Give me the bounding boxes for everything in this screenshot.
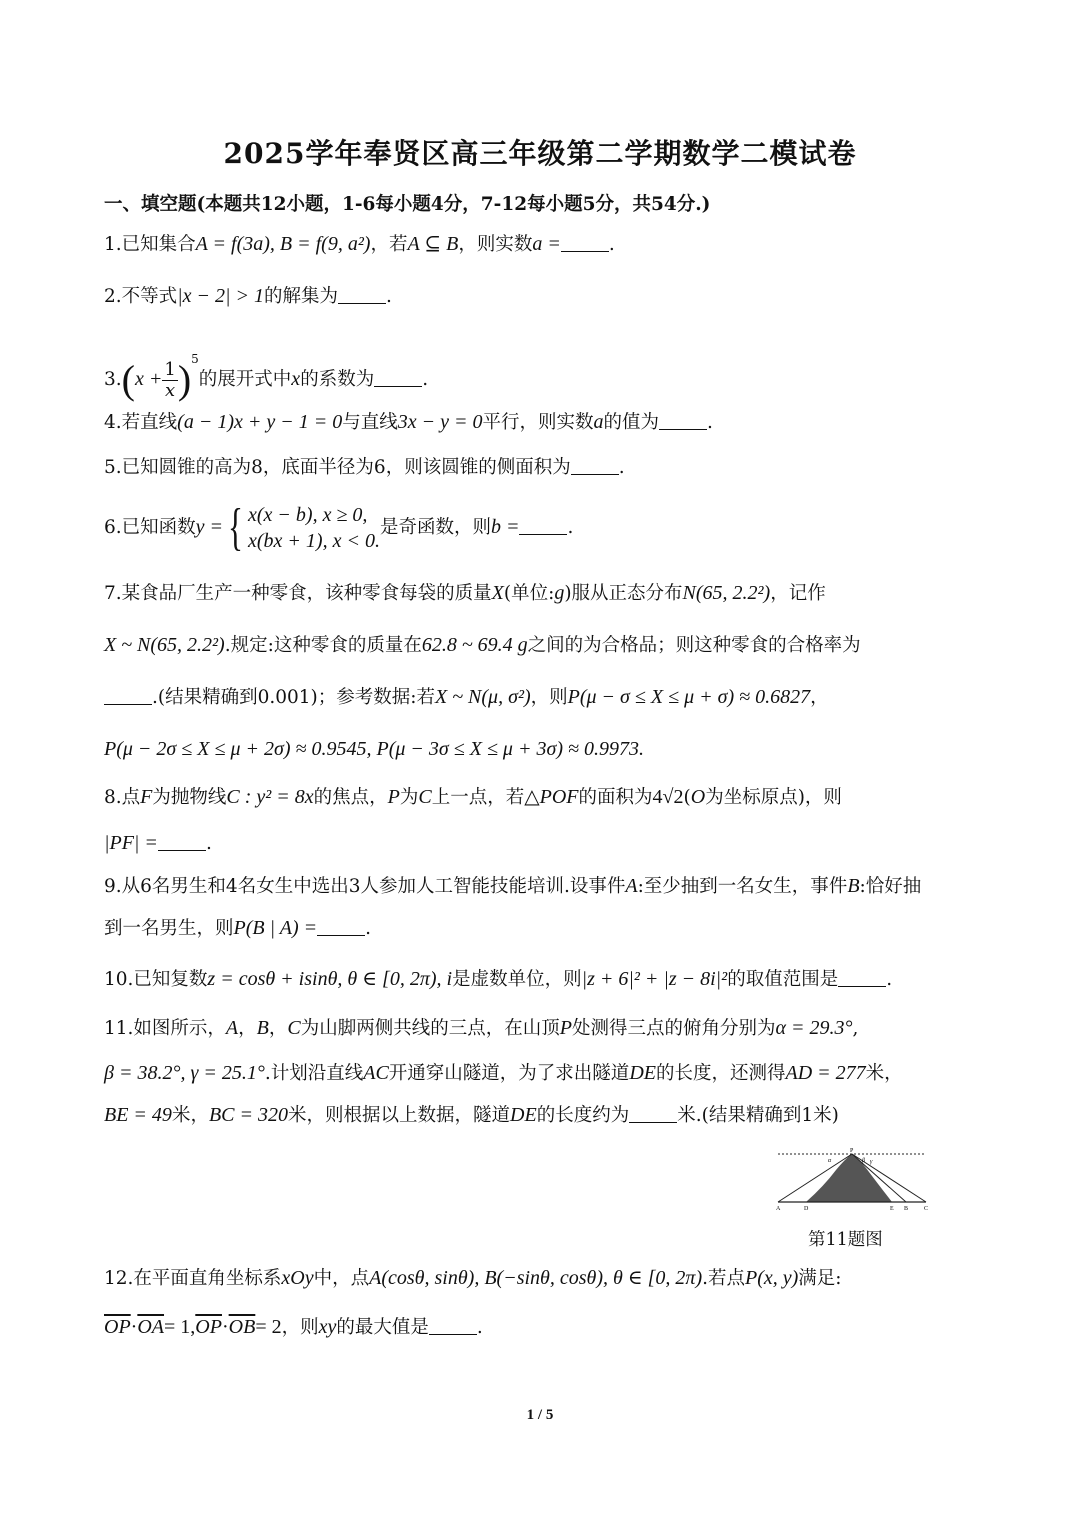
label-gamma: γ [870, 1159, 873, 1165]
section-heading: 一、填空题(本题共12小题，1-6每小题4分，7-12每小题5分，共54分.) [104, 194, 711, 215]
question-5: 5.已知圆锥的高为8，底面半径为6，则该圆锥的侧面积为 . [104, 457, 625, 478]
label-beta: β [862, 1158, 865, 1164]
label-A: A [776, 1206, 781, 1212]
answer-blank [659, 411, 707, 430]
question-8-line-1: 8.点F为抛物线C : y² = 8x的焦点，P为C上一点，若△POF的面积为4√2(O为坐标原点)，则 [104, 786, 842, 808]
question-9-line-2: 到一名男生，则P(B | A) = . [104, 917, 372, 939]
question-7-line-3: .(结果精确到0.001)；参考数据:若X ~ N(μ, σ²)，则P(μ − σ ≤ X ≤ μ + σ) ≈ 0.6827， [104, 685, 829, 710]
question-7-line-1: 7.某食品厂生产一种零食，该种零食每袋的质量X(单位:g)服从正态分布N(65, 2.2²)，记作 [104, 582, 826, 604]
answer-blank [158, 832, 206, 851]
answer-blank [374, 368, 422, 387]
question-7-line-4: P(μ − 2σ ≤ X ≤ μ + 2σ) ≈ 0.9545, P(μ − 3σ ≤ X ≤ μ + 3σ) ≈ 0.9973. [104, 738, 644, 760]
label-D: D [804, 1206, 809, 1212]
answer-blank [338, 285, 386, 304]
label-alpha: α [828, 1158, 832, 1164]
question-9-line-1: 9.从6名男生和4名女生中选出3人参加人工智能技能培训.设事件A:至少抽到一名女生，事件B:恰好抽 [104, 875, 922, 897]
question-7-line-2: X ~ N(65, 2.2²).规定:这种零食的质量在62.8 ~ 69.4 g之间的为合格品；则这种零食的合格率为 [104, 634, 861, 656]
question-10: 10.已知复数z = cosθ + isinθ, θ ∈ [0, 2π), i是虚数单位，则|z + 6|² + |z − 8i|²的取值范围是 . [104, 968, 893, 990]
question-11-line-3: BE = 49米，BC = 320米，则根据以上数据，隧道DE的长度约为 米.(结果精确到1米) [104, 1104, 839, 1126]
question-2: 2.不等式|x − 2| > 1的解集为 . [104, 285, 392, 307]
label-P: P [850, 1148, 854, 1154]
question-12-line-1: 12.在平面直角坐标系xOy中，点A(cosθ, sinθ), B(−sinθ, cosθ), θ ∈ [0, 2π).若点P(x, y)满足: [104, 1267, 842, 1289]
question-6: 6.已知函数y ={ x(x − b), x ≥ 0, x(bx + 1), x < 0. 是奇函数，则b = . [104, 499, 574, 556]
page-number: 1 / 5 [526, 1407, 554, 1423]
answer-blank [571, 456, 619, 475]
question-8-line-2: |PF| = . [104, 832, 212, 854]
page-title: 2025学年奉贤区高三年级第二学期数学二模试卷 [223, 137, 857, 170]
answer-blank [838, 968, 886, 987]
answer-blank [317, 917, 365, 936]
label-C: C [924, 1206, 929, 1212]
question-3: 3.(x + $\frac{1}{x}$ )$^5$的展开式中x的系数为 . [104, 352, 429, 402]
question-11-line-1: 11.如图所示，A，B，C为山脚两侧共线的三点，在山顶P处测得三点的俯角分别为α = 29.3°, [104, 1017, 859, 1039]
answer-blank [104, 686, 152, 705]
question-12-line-2: $\overline{OP}\cdot\overline{OA}= 1,\overline{OP}\cdot\overline{OB}= 2$，则xy的最大值是 . [104, 1316, 483, 1338]
question-1: 1.已知集合A = f(3a), B = f(9, a²)，若A ⊆ B，则实数a = . [104, 233, 615, 255]
label-B: B [904, 1206, 909, 1212]
mountain-tunnel-figure [774, 1146, 930, 1212]
question-4: 4.若直线(a − 1)x + y − 1 = 0与直线3x − y = 0平行，则实数a的值为 . [104, 411, 713, 433]
answer-blank [519, 516, 567, 535]
question-11-line-2: β = 38.2°, γ = 25.1°.计划沿直线AC开通穿山隧道，为了求出隧道DE的长度，还测得AD = 277米， [104, 1062, 903, 1084]
label-E: E [890, 1206, 894, 1212]
answer-blank [561, 233, 609, 252]
figure-caption: 第11题图 [808, 1230, 883, 1250]
answer-blank [629, 1104, 677, 1123]
answer-blank [429, 1316, 477, 1335]
